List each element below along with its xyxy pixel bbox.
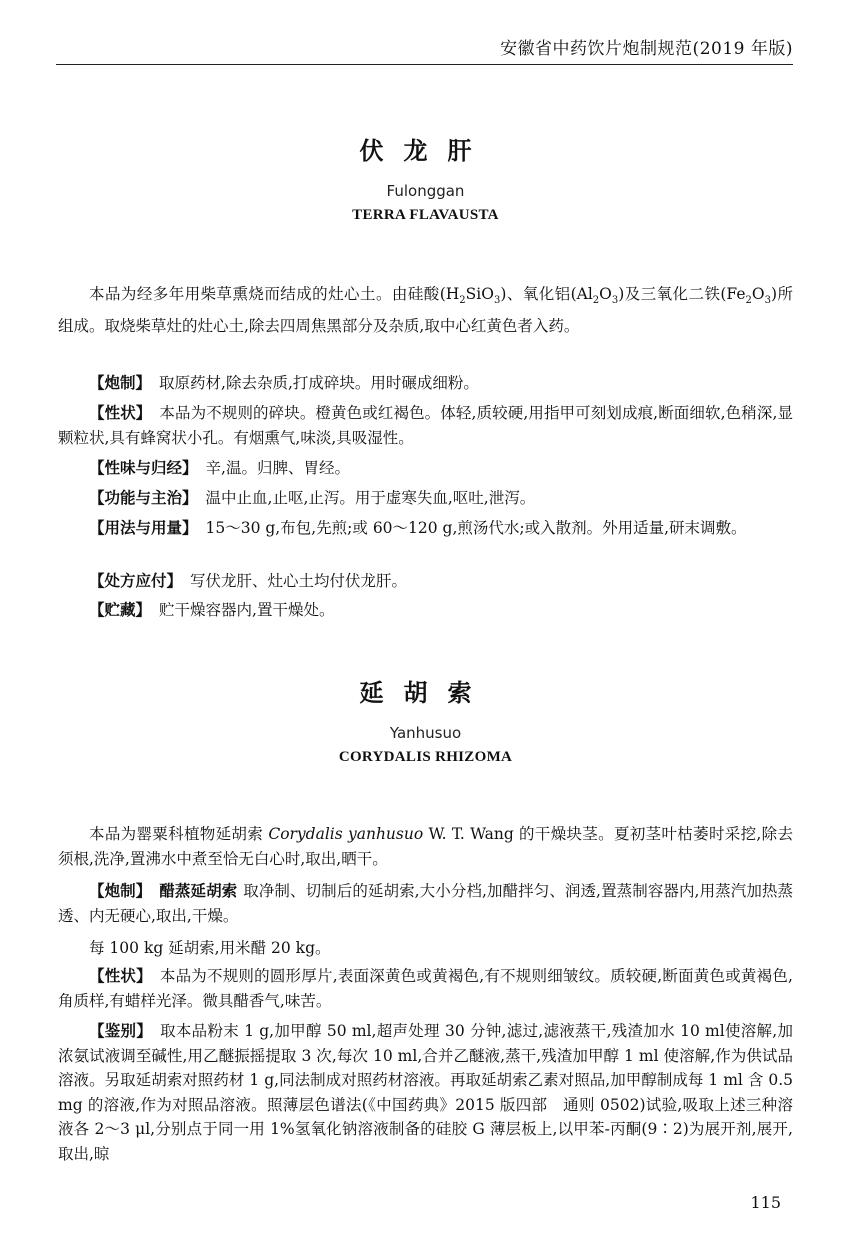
- section-prescription: 【处方应付】 写伏龙肝、灶心土均付伏龙肝。: [89, 572, 408, 590]
- section-storage: 【贮藏】 贮干燥容器内,置干燥处。: [89, 601, 335, 619]
- section-usage: 【用法与用量】 15～30 g,布包,先煎;或 60～120 g,煎汤代水;或入散剂。外用适量,研末调敷。: [89, 519, 747, 537]
- section-nature: 【性味与归经】 辛,温。归脾、胃经。: [89, 459, 350, 477]
- entry-intro: 本品为经多年用柴草熏烧而结成的灶心土。由硅酸$(H_2SiO_3)$、氧化铝$(Al_2O_3)$及三氧化二铁$(Fe_2O_3)$所组成。取烧柴草灶的灶心土,除去四周焦黑部分及杂质,取中心红黄色者入药。: [58, 285, 793, 335]
- section-character: 【性状】 本品为不规则的碎块。橙黄色或红褐色。体轻,质较硬,用指甲可刻划成痕,断面细软,色稍深,显颗粒状,具有蜂窝状小孔。有烟熏气,味淡,具吸湿性。: [58, 404, 793, 447]
- entry-latin-name: TERRA FLAVAUSTA: [352, 207, 499, 223]
- entry-pinyin: Yanhusuo: [389, 724, 462, 742]
- entry-title: 延胡索: [359, 679, 492, 707]
- section-character: 【性状】 本品为不规则的圆形厚片,表面深黄色或黄褐色,有不规则细皱纹。质较硬,断面黄色或黄褐色,角质样,有蜡样光泽。微具醋香气,味苦。: [58, 967, 793, 1010]
- section-identification: 【鉴别】 取本品粉末 1 g,加甲醇 50 ml,超声处理 30 分钟,滤过,滤液蒸干,残渣加水 10 ml使溶解,加浓氨试液调至碱性,用乙醚振摇提取 3 次,每次 10 ml,合并乙醚液,蒸干,残渣加甲醇 1 ml 使溶解,作为供试品溶液。另取延胡索对照药材 1 g,同法制成对照药材溶液。再取延胡索乙素对照品,加甲醇制成每 1 ml 含 0.5 mg 的溶液,作为对照品溶液。照薄层色谱法(《中国药典》2015 版四部 通则 0502)试验,吸取上述三种溶液各 2～3 μl,分别点于同一用 1%氢氧化钠溶液制备的硅胶 G 薄层板上,以甲苯-丙酮(9∶2)为展开剂,展开,取出,晾: [58, 1022, 793, 1163]
- entry-pinyin: Fulonggan: [386, 182, 465, 200]
- section-function: 【功能与主治】 温中止血,止呕,止泻。用于虚寒失血,呕吐,泄泻。: [89, 489, 536, 507]
- section-vinegar-ratio: 每 100 kg 延胡索,用米醋 20 kg。: [89, 939, 331, 957]
- header-title: 安徽省中药饮片炮制规范(2019 年版): [500, 39, 793, 59]
- running-header: [56, 0, 793, 65]
- entry-intro: 本品为罂粟科植物延胡索 Corydalis yanhusuo W. T. Wang 的干燥块茎。夏初茎叶枯萎时采挖,除去须根,洗净,置沸水中煮至恰无白心时,取出,晒干。: [58, 825, 793, 868]
- section-processing: 【炮制】 醋蒸延胡索 取净制、切制后的延胡索,大小分档,加醋拌匀、润透,置蒸制容器内,用蒸汽加热蒸透、内无硬心,取出,干燥。: [58, 882, 793, 925]
- section-processing: 【炮制】 取原药材,除去杂质,打成碎块。用时碾成细粉。: [89, 374, 479, 392]
- entry-latin-name: CORYDALIS RHIZOMA: [338, 749, 513, 765]
- page-number: 115: [750, 1193, 781, 1212]
- entry-title: 伏龙肝: [359, 137, 492, 165]
